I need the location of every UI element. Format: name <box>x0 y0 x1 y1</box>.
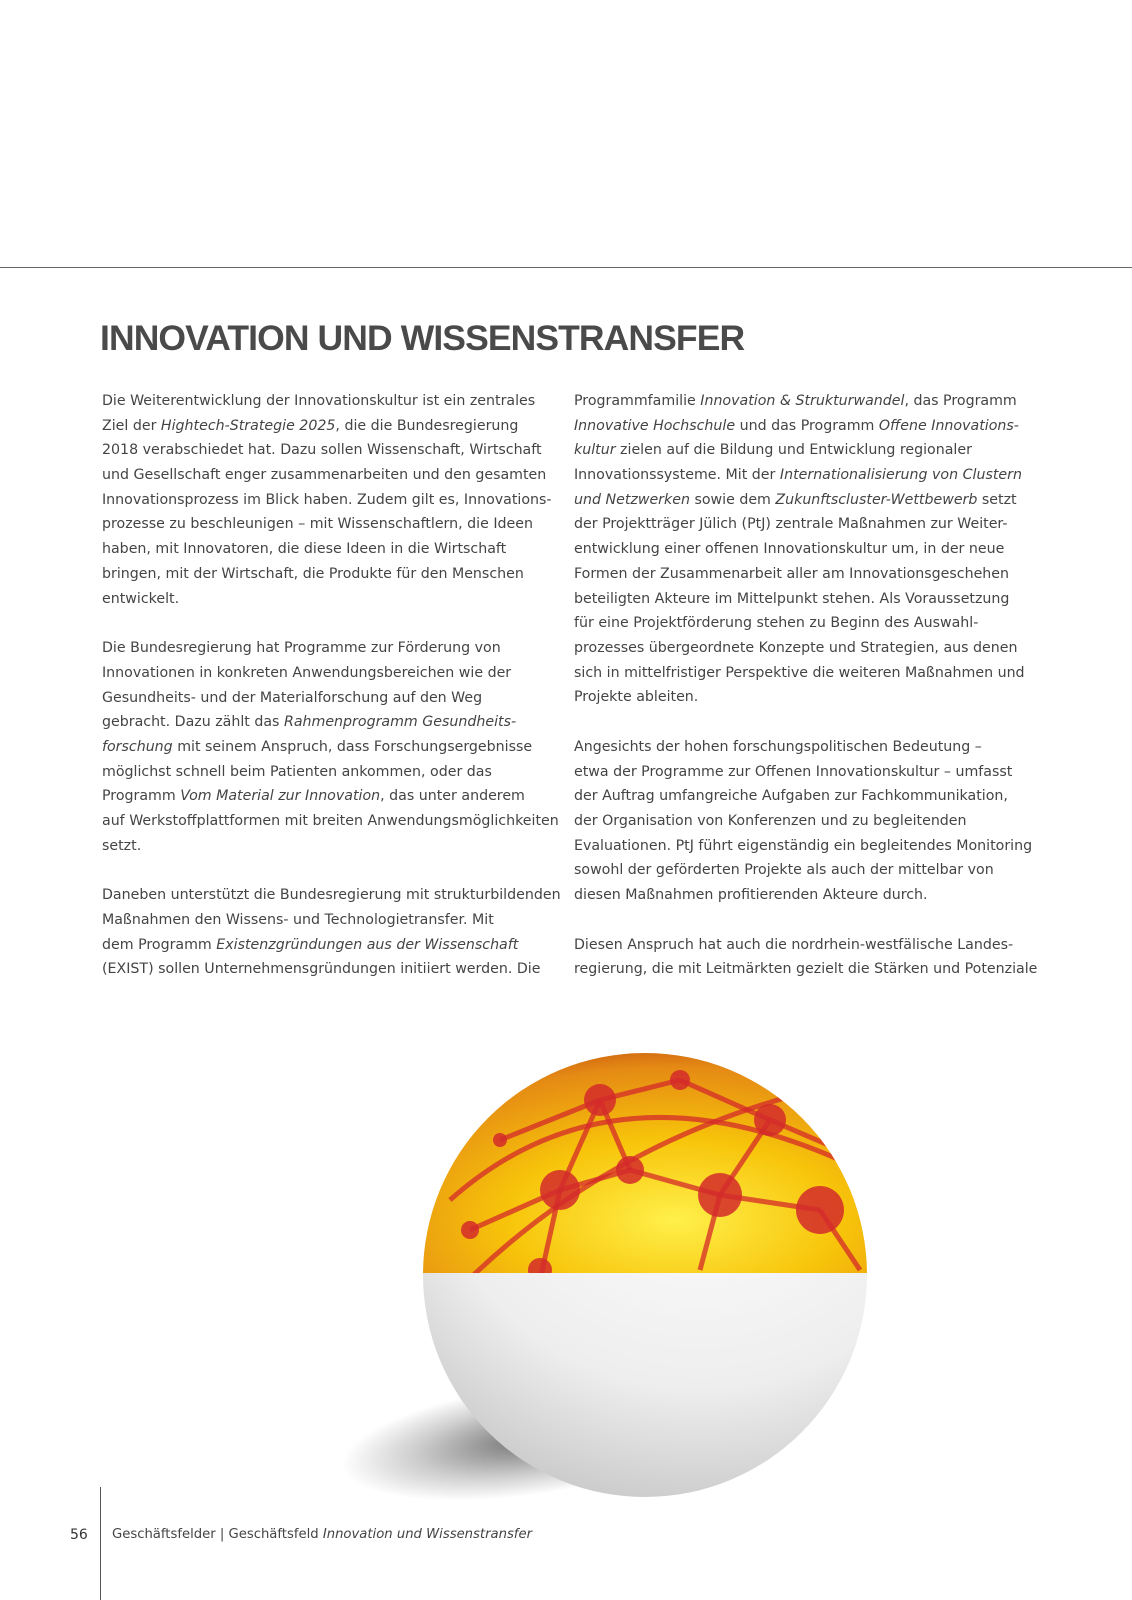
network-sphere-illustration <box>300 1020 940 1520</box>
header-divider <box>0 267 1132 268</box>
text-line: und Netzwerken sowie dem Zukunftscluster-Wettbewerb setzt <box>574 491 1017 508</box>
text-line: der Projektträger Jülich (PtJ) zentrale Maßnahmen zur Weiter- <box>574 516 1008 533</box>
text-line: Diesen Anspruch hat auch die nordrhein-westfälische Landes- <box>574 936 1014 953</box>
text-line: der Auftrag umfangreiche Aufgaben zur Fachkommunikation, <box>574 788 1008 805</box>
text-line: beteiligten Akteure im Mittelpunkt stehen. Als Voraussetzung <box>574 590 1010 607</box>
text-line: Projekte ableiten. <box>574 689 699 706</box>
page-title: INNOVATION UND WISSENSTRANSFER <box>100 318 745 358</box>
text-line: 2018 verabschiedet hat. Dazu sollen Wissenschaft, Wirtschaft <box>102 442 542 459</box>
text-line: Die Weiterentwicklung der Innovationskultur ist ein zentrales <box>102 393 536 409</box>
text-line: (EXIST) sollen Unternehmensgründungen initiiert werden. Die <box>102 961 541 978</box>
text-line: diesen Maßnahmen profitierenden Akteure durch. <box>574 887 928 904</box>
text-line: Formen der Zusammenarbeit aller am Innovationsgeschehen <box>574 565 1010 582</box>
paragraph <box>574 389 1034 710</box>
paragraph <box>102 389 562 611</box>
text-line: auf Werkstoffplattformen mit breiten Anwendungsmöglichkeiten <box>102 813 559 829</box>
footer-section-italic: Innovation und Wissenstransfer <box>322 1527 532 1542</box>
footer-section-label: Geschäftsfelder | Geschäftsfeld <box>112 1527 323 1542</box>
text-line: setzt. <box>102 837 142 854</box>
text-line: möglichst schnell beim Patienten ankommen, oder das <box>102 763 492 780</box>
text-line: dem Programm Existenzgründungen aus der Wissenschaft <box>102 936 519 953</box>
sphere-top <box>400 1040 900 1280</box>
text-line: prozesse zu beschleunigen – mit Wissenschaftlern, die Ideen <box>102 516 533 533</box>
page-number: 56 <box>70 1527 88 1543</box>
paragraph <box>574 735 1034 908</box>
text-line: Innovative Hochschule und das Programm Offene Innovations- <box>574 417 1019 434</box>
text-line: forschung mit seinem Anspruch, dass Forschungsergebnisse <box>102 738 533 755</box>
text-line: Programmfamilie Innovation & Strukturwandel, das Programm <box>574 393 1017 409</box>
text-line: entwickelt. <box>102 590 180 607</box>
right-text-column <box>574 389 1038 1007</box>
text-line: sich in mittelfristiger Perspektive die weiteren Maßnahmen und <box>574 664 1025 681</box>
text-line: regierung, die mit Leitmärkten gezielt die Stärken und Potenziale <box>574 961 1038 978</box>
paragraph <box>574 933 1038 982</box>
paragraph <box>102 883 562 982</box>
text-line: bringen, mit der Wirtschaft, die Produkte für den Menschen <box>102 565 524 582</box>
text-line: prozesses übergeordnete Konzepte und Strategien, aus denen <box>574 639 1018 656</box>
text-line: und Gesellschaft enger zusammenarbeiten und den gesamten <box>102 467 547 484</box>
text-line: etwa der Programme zur Offenen Innovationskultur – umfasst <box>574 763 1013 780</box>
text-line: Programm Vom Material zur Innovation, das unter anderem <box>102 788 525 805</box>
text-line: Ziel der Hightech-Strategie 2025, die die Bundesregierung <box>102 417 519 434</box>
text-line: Innovationsprozess im Blick haben. Zudem gilt es, Innovations- <box>102 491 552 508</box>
text-line: Die Bundesregierung hat Programme zur Förderung von <box>102 640 501 657</box>
text-line: sowohl der geförderten Projekte als auch der mittelbar von <box>574 862 994 879</box>
text-line: der Organisation von Konferenzen und zu begleitenden <box>574 813 967 829</box>
text-line: haben, mit Innovatoren, die diese Ideen in die Wirtschaft <box>102 541 507 558</box>
sphere-graphic <box>300 1020 940 1520</box>
text-line: Evaluationen. PtJ führt eigenständig ein begleitendes Monitoring <box>574 837 1033 854</box>
text-line: Gesundheits- und der Materialforschung auf den Weg <box>102 689 483 706</box>
text-line: entwicklung einer offenen Innovationskultur um, in der neue <box>574 541 1005 558</box>
text-line: gebracht. Dazu zählt das Rahmenprogramm Gesundheits- <box>102 714 517 731</box>
footer-divider <box>100 1487 101 1600</box>
text-line: Innovationen in konkreten Anwendungsbereichen wie der <box>102 664 512 681</box>
paragraph <box>102 636 562 858</box>
text-line: Daneben unterstützt die Bundesregierung mit strukturbildenden <box>102 887 561 904</box>
text-line: für eine Projektförderung stehen zu Beginn des Auswahl- <box>574 615 979 632</box>
text-line: Innovationssysteme. Mit der Internationalisierung von Clustern <box>574 467 1022 484</box>
footer-section <box>112 1527 532 1542</box>
left-text-column <box>102 389 562 1007</box>
text-line: Angesichts der hohen forschungspolitischen Bedeutung – <box>574 738 982 755</box>
text-line: kultur zielen auf die Bildung und Entwicklung regionaler <box>574 442 972 459</box>
text-line: Maßnahmen den Wissens- und Technologietransfer. Mit <box>102 912 494 929</box>
